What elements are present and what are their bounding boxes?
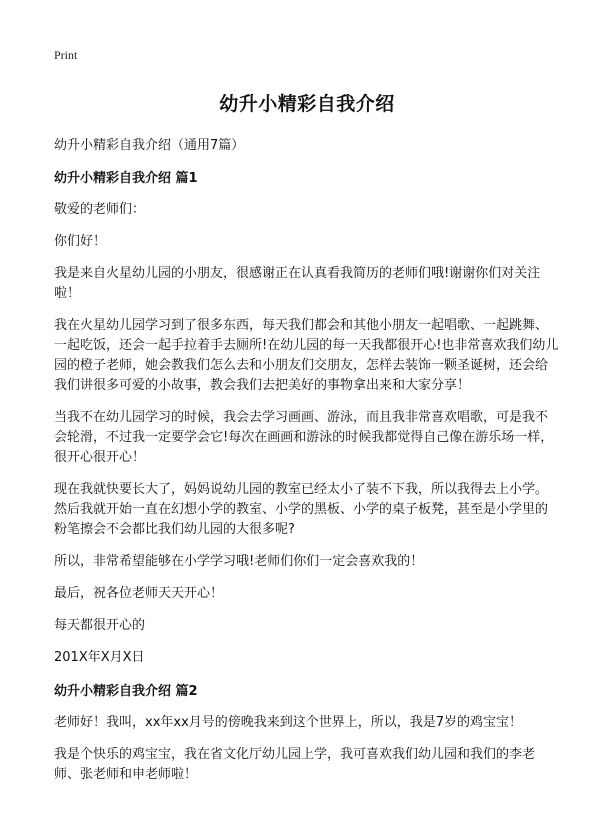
- section-1-paragraph: 我是来自火星幼儿园的小朋友，很感谢正在认真看我简历的老师们哦!谢谢你们对关注啦！: [54, 266, 541, 301]
- section-1-paragraph: 你们好！: [54, 234, 107, 249]
- section-1-paragraph: 所以，非常希望能够在小学学习哦!老师们你们一定会喜欢我的！: [54, 554, 424, 569]
- section-1-signature: 每天都很开心的: [54, 618, 146, 633]
- section-2-paragraph: 我是个快乐的鸡宝宝，我在省文化厅幼儿园上学，我可喜欢我们幼儿园和我们的李老师、张老师和申老师啦！: [54, 747, 536, 782]
- section-1-heading: 幼升小精彩自我介绍 篇1: [54, 171, 198, 186]
- section-2-heading: 幼升小精彩自我介绍 篇2: [54, 684, 198, 699]
- section-1-paragraph: 现在我就快要长大了，妈妈说幼儿园的教室已经太小了装不下我，所以我得去上小学。然后我就开始一直在幻想小学的教室、小学的黑板、小学的桌子板凳，甚至是小学里的粉笔擦会不会都比我们幼儿园的大很多呢?: [54, 482, 549, 537]
- section-1-paragraph: 最后，祝各位老师天天开心！: [54, 586, 224, 601]
- section-1-paragraph: 当我不在幼儿园学习的时候，我会去学习画画、游泳，而且我非常喜欢唱歌，可是我不会轮滑，不过我一定要学会它!每次在画画和游泳的时候我都觉得自己像在游乐场一样，很开心很开心！: [54, 410, 554, 465]
- section-2-paragraph: 老师好！我叫，xx年xx月号的傍晚我来到这个世界上，所以，我是7岁的鸡宝宝！: [54, 715, 523, 730]
- document-subtitle: 幼升小精彩自我介绍（通用7篇）: [54, 138, 245, 153]
- document-title: 幼升小精彩自我介绍: [219, 93, 395, 115]
- section-1-date: 201X年X月X日: [54, 650, 145, 665]
- section-1-paragraph: 敬爱的老师们：: [54, 202, 146, 217]
- section-1-paragraph: 我在火星幼儿园学习到了很多东西，每天我们都会和其他小朋友一起唱歌、一起跳舞、一起吃饭，还会一起手拉着手去厕所!在幼儿园的每一天我都很开心!也非常喜欢我们幼儿园的橙子老师，她会教我们怎么去和小朋友们交朋友，怎样去装饰一颗圣诞树，还会给我们讲很多可爱的小故事，教会我们去把美好的事物拿出来和大家分享！: [54, 318, 559, 393]
- print-label: Print: [54, 48, 78, 62]
